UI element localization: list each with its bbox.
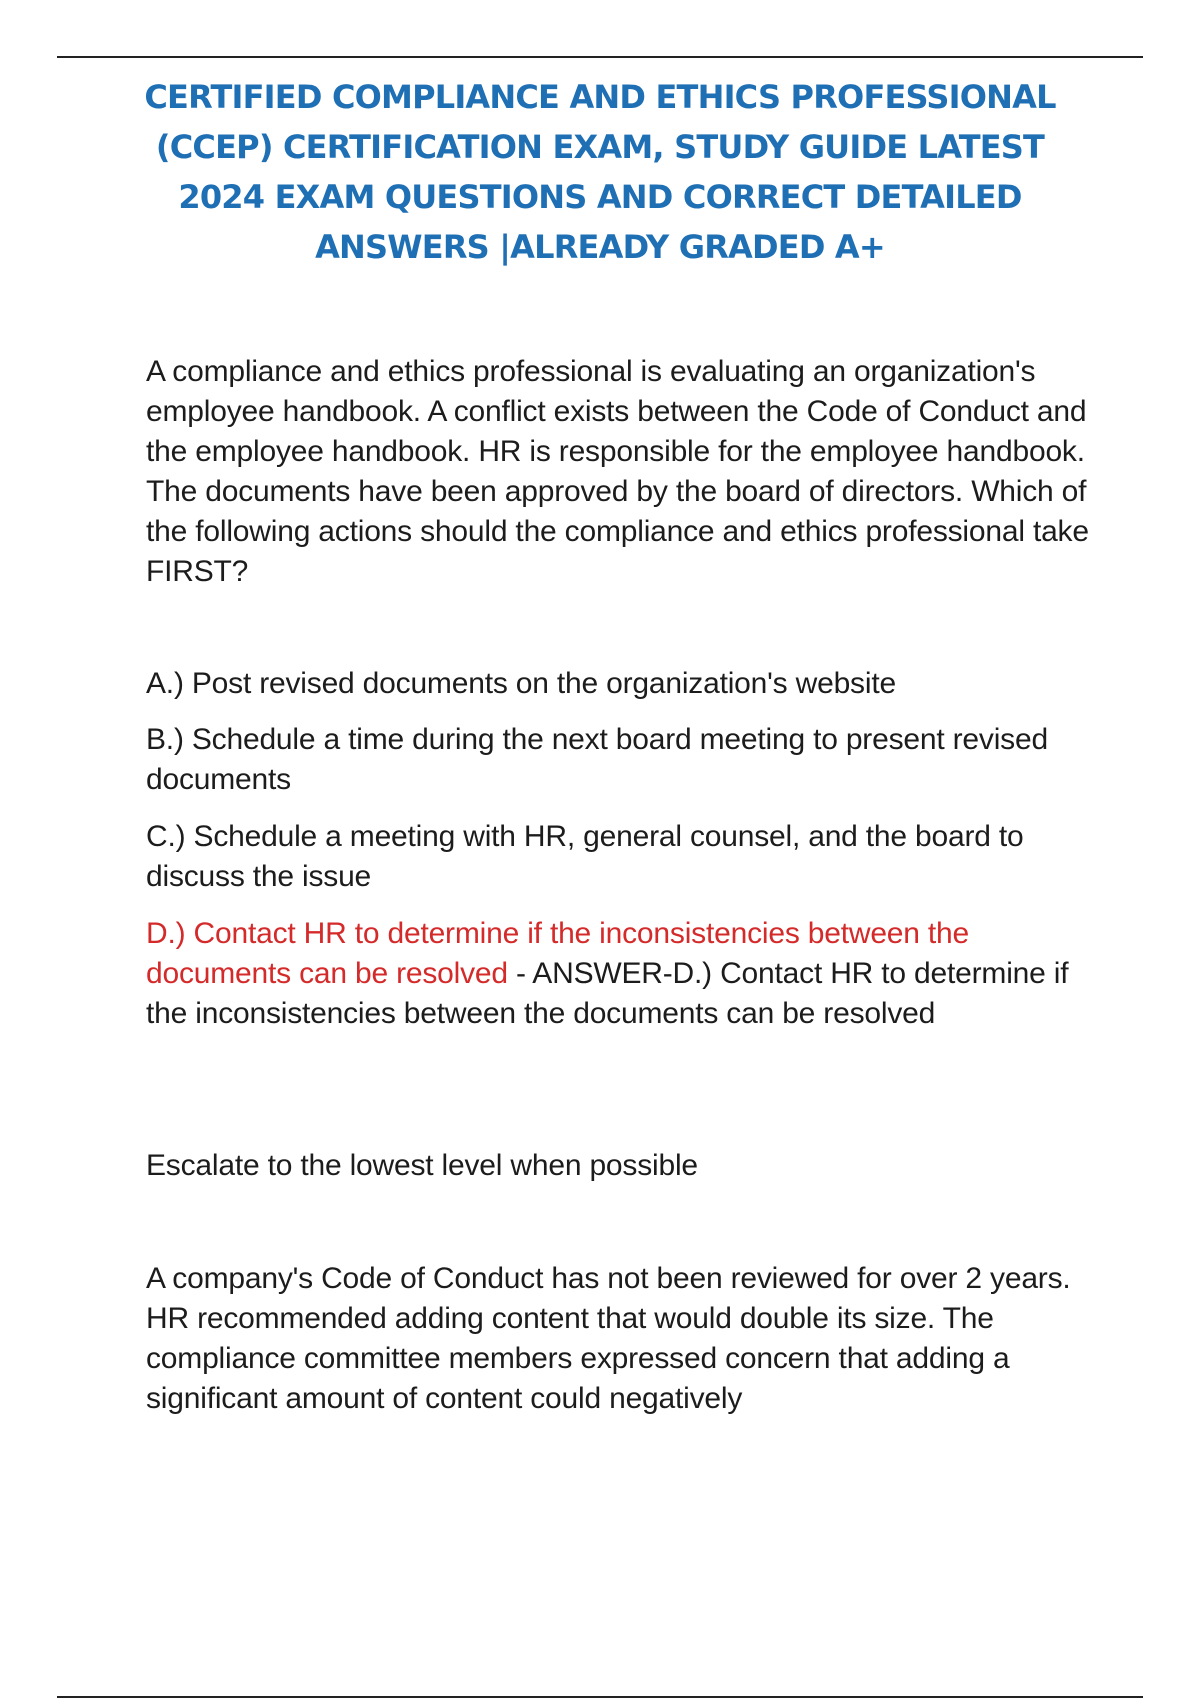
question-1-explanation: Escalate to the lowest level when possible [146,1149,698,1182]
document-title: CERTIFIED COMPLIANCE AND ETHICS PROFESSIONAL (CCEP) CERTIFICATION EXAM, STUDY GUIDE LATEST 2024 EXAM QUESTIONS AND CORRECT DETAILED ANSWERS |ALREADY GRADED A+ [144,78,1056,266]
question-1-option-a: A.) Post revised documents on the organization's website [146,667,896,700]
question-1-text: A compliance and ethics professional is evaluating an organization's employee handbook. A conflict exists between the Code of Conduct and the employee handbook. HR is responsible for the employee handbook. The documents have been approved by the board of directors. Which of the following actions should the compliance and ethics professional take FIRST? [146,355,1089,588]
question-1-option-c: C.) Schedule a meeting with HR, general counsel, and the board to discuss the issue [146,820,1024,893]
bottom-rule [57,1696,1143,1698]
question-1-option-d-with-answer [146,914,1096,1034]
question-2-text: A company's Code of Conduct has not been reviewed for over 2 years. HR recommended adding content that would double its size. The compliance committee members expressed concern that adding a significant amount of content could negatively [146,1262,1071,1415]
top-rule [57,56,1143,58]
correct-option-text: D.) Contact HR to determine if the inconsistencies between the documents can be resolved [146,917,970,990]
question-1-option-b: B.) Schedule a time during the next board meeting to present revised documents [146,723,1048,796]
answer-text: - ANSWER-D.) Contact HR to determine if the inconsistencies between the documents can be resolved [146,957,1069,1030]
